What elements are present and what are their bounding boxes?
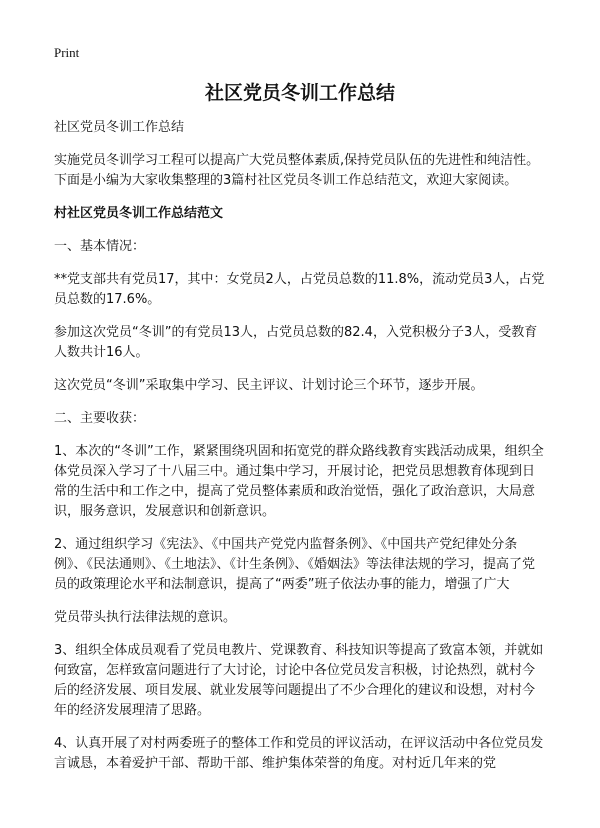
- intro-paragraph: 实施党员冬训学习工程可以提高广大党员整体素质,保持党员队伍的先进性和纯洁性。下面是小编为大家收集整理的3篇村社区党员冬训工作总结范文，欢迎大家阅读。: [54, 153, 540, 188]
- paragraph-participation: 参加这次党员“冬训”的有党员13人，占党员总数的82.4，入党积极分子3人，受教育人数共计16人。: [54, 325, 538, 360]
- paragraph-basic-info-heading: 一、基本情况：: [54, 239, 146, 254]
- paragraph-member-count: **党支部共有党员17，其中：女党员2人，占党员总数的11.8%，流动党员3人，占党员总数的17.6%。: [54, 272, 545, 307]
- paragraph-gain-2: 2、通过组织学习《宪法》、《中国共产党党内监督条例》、《中国共产党纪律处分条例》、《民法通则》、《土地法》、《计生条例》、《婚姻法》等法律法规的学习，提高了党员的政策理论水平和法制意识，提高了“两委”班子依法办事的能力，增强了广大: [54, 537, 536, 592]
- document-subtitle: 社区党员冬训工作总结: [54, 120, 185, 135]
- paragraph-gain-3: 3、组织全体成员观看了党员电教片、党课教育、科技知识等提高了致富本领，并就如何致富，怎样致富问题进行了大讨论，讨论中各位党员发言积极，讨论热烈，就村今后的经济发展、项目发展、就业发展等问题提出了不少合理化的建议和设想，对村今年的经济发展理清了思路。: [54, 643, 544, 718]
- page-title: 社区党员冬训工作总结: [204, 82, 395, 104]
- paragraph-gain-4: 4、认真开展了对村两委班子的整体工作和党员的评议活动，在评议活动中各位党员发言诚恳，本着爱护干部、帮助干部、维护集体荣誉的角度。对村近几年来的党: [54, 736, 544, 771]
- paragraph-training-format: 这次党员“冬训”采取集中学习、民主评议、计划讨论三个环节，逐步开展。: [54, 378, 484, 393]
- document-body: [54, 118, 546, 787]
- section-heading: 村社区党员冬训工作总结范文: [54, 206, 224, 221]
- paragraph-gain-1: 1、本次的“冬训”工作，紧紧围绕巩固和拓宽党的群众路线教育实践活动成果，组织全体党员深入学习了十八届三中。通过集中学习，开展讨论，把党员思想教育体现到日常的生活中和工作之中，提高了党员整体素质和政治觉悟，强化了政治意识，大局意识，服务意识，发展意识和创新意识。: [54, 444, 544, 519]
- paragraph-gain-2-continued: 党员带头执行法律法规的意识。: [54, 610, 237, 625]
- print-link[interactable]: Print: [54, 45, 80, 60]
- paragraph-main-gains-heading: 二、主要收获：: [54, 411, 146, 426]
